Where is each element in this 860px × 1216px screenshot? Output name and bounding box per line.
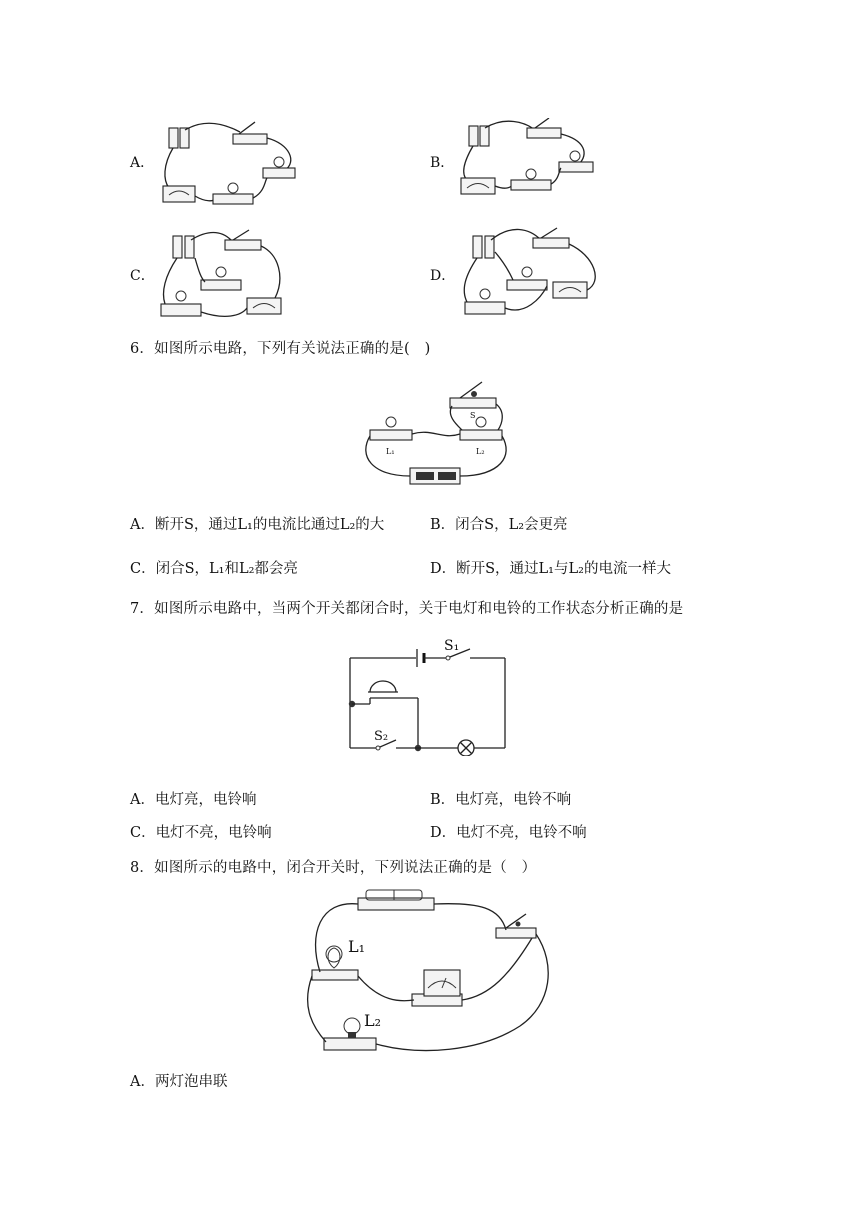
option-c-label: C． (130, 268, 155, 284)
circuit-figure-a (155, 120, 305, 212)
question-6-option-a: A．断开S，通过L₁的电流比通过L₂的大 (130, 517, 385, 533)
question-7-option-c: C．电灯不亮，电铃响 (130, 825, 272, 841)
question-7-option-d: D．电灯不亮，电铃不响 (430, 825, 587, 841)
question-7-option-b: B．电灯亮，电铃不响 (430, 792, 572, 808)
s1-label: S₁ (444, 638, 460, 654)
l1-label: L₁ (348, 937, 366, 956)
circuit-figure-d (455, 226, 605, 326)
option-b-label: B． (430, 155, 455, 171)
question-7-option-a: A．电灯亮，电铃响 (130, 792, 257, 808)
circuit-figure-q6 (362, 376, 510, 490)
svg-text:L₁: L₁ (386, 447, 395, 456)
l2-label: L₂ (364, 1011, 382, 1030)
question-6-option-b: B．闭合S，L₂会更亮 (430, 517, 568, 533)
circuit-figure-q8 (300, 884, 560, 1060)
svg-text:L₂: L₂ (476, 447, 485, 456)
option-a-label: A． (130, 155, 155, 171)
circuit-figure-c (155, 228, 295, 326)
circuit-figure-b (455, 118, 605, 214)
circuit-schematic-q7 (340, 632, 520, 756)
question-6-option-d: D．断开S，通过L₁与L₂的电流一样大 (430, 561, 671, 577)
option-d-label: D． (430, 268, 456, 284)
svg-text:S: S (470, 411, 476, 420)
s2-label: S₂ (374, 729, 389, 744)
question-8-stem: 8．如图所示的电路中，闭合开关时，下列说法正确的是（ ） (130, 860, 537, 876)
question-8-option-a: A．两灯泡串联 (130, 1074, 228, 1090)
question-6-stem: 6．如图所示电路，下列有关说法正确的是( ) (130, 341, 431, 357)
question-7-stem: 7．如图所示电路中，当两个开关都闭合时，关于电灯和电铃的工作状态分析正确的是 (130, 601, 684, 617)
question-6-option-c: C．闭合S，L₁和L₂都会亮 (130, 561, 298, 577)
